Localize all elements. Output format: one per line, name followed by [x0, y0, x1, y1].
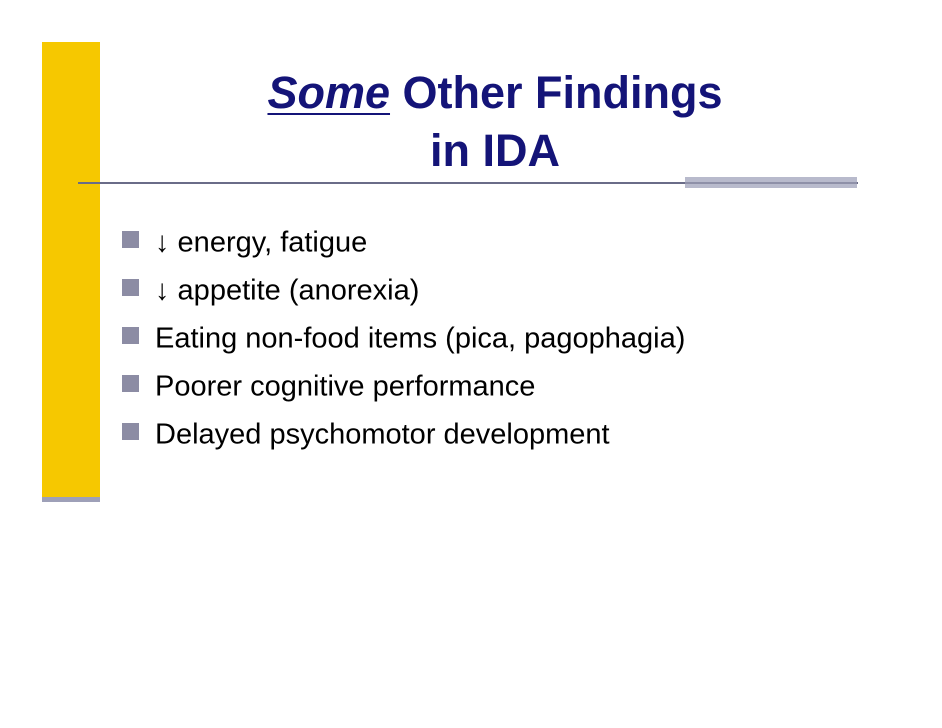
title-rest: Other Findings	[390, 67, 723, 118]
bullet-item	[122, 267, 685, 315]
bullet-item	[122, 315, 685, 363]
bullet-text: ↓ energy, fatigue	[155, 226, 368, 259]
bullet-list	[122, 219, 685, 459]
bullet-text: Delayed psychomotor development	[155, 418, 610, 451]
square-bullet-icon	[122, 375, 139, 392]
yellow-accent-bar	[42, 42, 100, 500]
bullet-text: Poorer cognitive performance	[155, 370, 536, 403]
square-bullet-icon	[122, 327, 139, 344]
square-bullet-icon	[122, 279, 139, 296]
title-line-1	[150, 64, 840, 122]
bullet-text: Eating non-food items (pica, pagophagia)	[155, 322, 686, 355]
bullet-item	[122, 411, 685, 459]
bullet-text: ↓ appetite (anorexia)	[155, 274, 420, 307]
accent-bar-shadow	[42, 497, 100, 502]
title-emphasis: Some	[267, 67, 391, 118]
title-rule-accent	[685, 177, 857, 188]
slide-title	[150, 64, 840, 180]
square-bullet-icon	[122, 423, 139, 440]
square-bullet-icon	[122, 231, 139, 248]
bullet-item	[122, 219, 685, 267]
bullet-item	[122, 363, 685, 411]
title-line-2: in IDA	[430, 125, 560, 176]
